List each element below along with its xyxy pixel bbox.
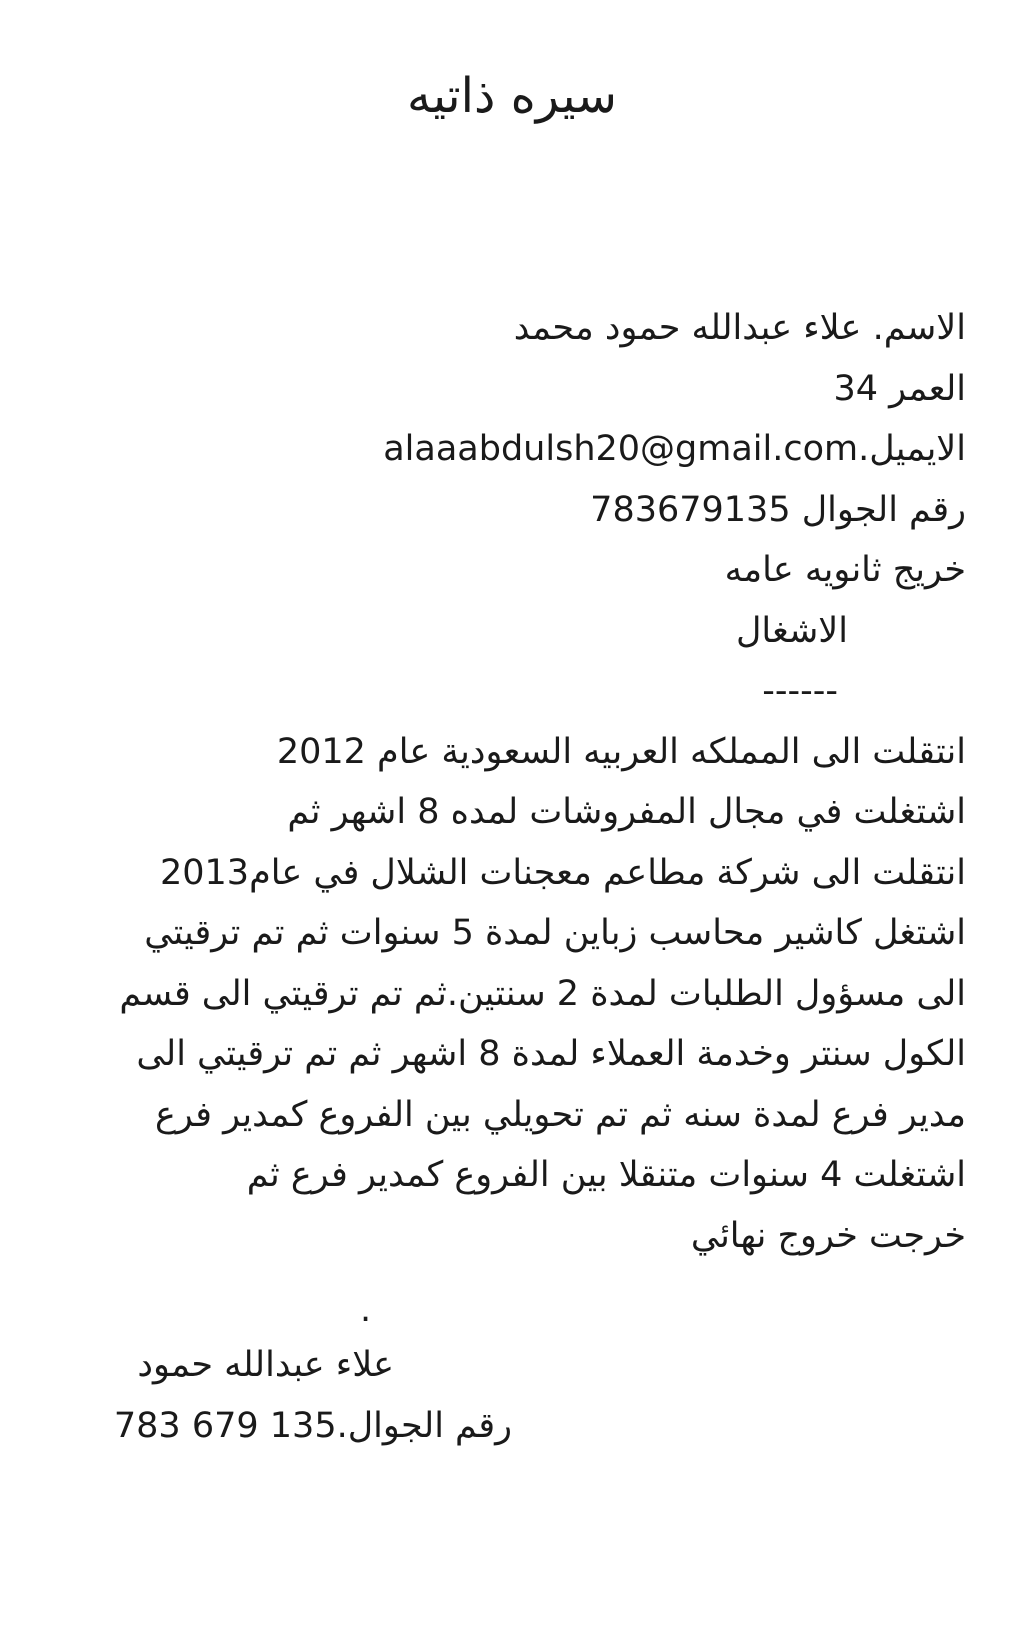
- experience-line: مدير فرع لمدة سنه ثم تم تحويلي بين الفروع كمدير فرع: [155, 1094, 966, 1135]
- experience-line: اشتغلت في مجال المفروشات لمده 8 اشهر ثم: [287, 792, 966, 832]
- signature-block: [72, 1335, 512, 1456]
- signature-phone: رقم الجوال.135 679 783: [113, 1405, 512, 1446]
- education-line: خريج ثانويه عامه: [724, 550, 966, 590]
- phone-line: رقم الجوال 783679135: [590, 489, 966, 530]
- experience-line: الكول سنتر وخدمة العملاء لمدة 8 اشهر ثم تم ترقيتي الى: [136, 1034, 966, 1074]
- work-heading: الاشغال: [736, 610, 848, 651]
- signature-name: علاء عبدالله حمود: [137, 1345, 394, 1385]
- experience-line: اشتغلت 4 سنوات متنقلا بين الفروع كمدير فرع ثم: [246, 1155, 966, 1195]
- experience-line: انتقلت الى شركة مطاعم معجنات الشلال في عام2013: [159, 852, 966, 893]
- email-line: الايميل.alaaabdulsh20@gmail.com: [383, 429, 966, 469]
- cv-body: [56, 298, 966, 1266]
- section-divider: ------: [762, 671, 838, 711]
- age-line: العمر 34: [833, 368, 966, 409]
- experience-line: الى مسؤول الطلبات لمدة 2 سنتين.ثم تم ترقيتي الى قسم: [119, 973, 966, 1014]
- experience-line: اشتغل كاشير محاسب زباين لمدة 5 سنوات ثم تم ترقيتي: [144, 913, 966, 953]
- experience-line: خرجت خروج نهائي: [690, 1215, 966, 1256]
- document-title: سيره ذاتيه: [407, 68, 617, 124]
- name-line: الاسم. علاء عبدالله حمود محمد: [513, 308, 966, 348]
- separator-dot: .: [360, 1290, 372, 1330]
- experience-line: انتقلت الى المملكه العربيه السعودية عام 2012: [276, 731, 966, 772]
